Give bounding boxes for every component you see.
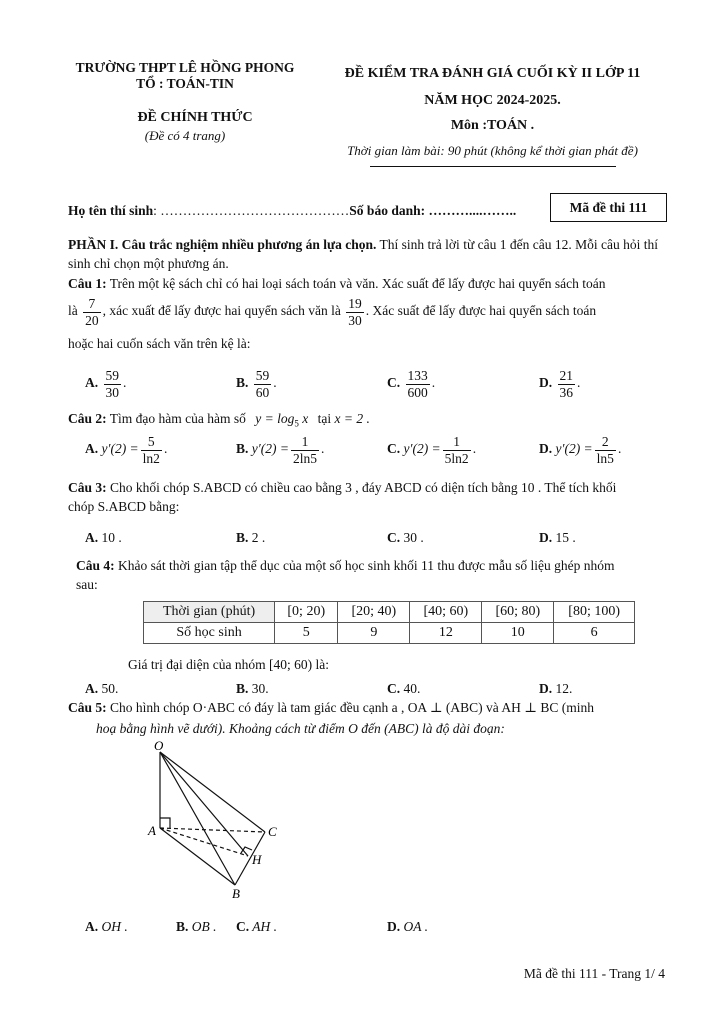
subject: Môn :TOÁN . (450, 118, 535, 133)
q1-fraction-1: $\frac{7}{20}$ (85, 296, 99, 328)
candidate-row (68, 203, 516, 219)
q3-option-c: C. 30 . (387, 530, 424, 545)
part1-desc: Thí sinh trả lời từ câu 1 đến câu 12. Mỗi câu hỏi thí sinh chỉ chọn một phương án. (68, 237, 659, 271)
q4-text: Câu 4: Khảo sát thời gian tập thể dục của một số học sinh khối 11 thu được mẫu số liệu ghép nhóm sau: (76, 558, 615, 592)
q1-text2a: là (68, 303, 78, 319)
q4-question: Giá trị đại diện của nhóm [40; 60) là: (128, 657, 329, 672)
q5-option-a: A. OH . (85, 919, 128, 934)
exam-title: ĐỀ KIỂM TRA ĐÁNH GIÁ CUỐI KỲ II LỚP 11 (344, 66, 641, 81)
label-b: B (232, 886, 240, 900)
part1-heading (68, 235, 658, 273)
q4-option-b: B. 30. (236, 681, 269, 696)
q2-label: Câu 2: (68, 411, 107, 426)
edge-ab (160, 828, 235, 885)
id-label: Số báo danh: ………....…….. (349, 203, 517, 218)
q2-option-d: D. y′(2) = $\frac{2}{\ln 5}$ . (539, 434, 622, 466)
q1-option-a: A. $\frac{59}{30}$ . (85, 368, 127, 400)
q2-line: Câu 2: Tìm đạo hàm của hàm số $y = \log_5 x$ tại x = 2 . (68, 411, 370, 429)
q1-line2 (68, 296, 596, 328)
q1-text3: hoặc hai cuốn sách văn trên kệ là: (68, 336, 251, 351)
q2-option-a: A. y′(2) = $\frac{5}{\ln 2}$ . (85, 434, 168, 466)
label-h: H (252, 852, 262, 867)
label-c: C (268, 824, 277, 839)
school-name: TRƯỜNG THPT LÊ HỒNG PHONG (75, 60, 295, 75)
name-dots: : …………………………………… (153, 203, 350, 218)
exam-code-box: Mã đề thi 111 (550, 193, 667, 222)
q3-option-b: B. 2 . (236, 530, 266, 545)
edge-oh (160, 752, 248, 856)
q4-data-table (143, 601, 635, 644)
right-angle-a (160, 818, 170, 828)
q1-fraction-2: $\frac{19}{30}$ (348, 296, 362, 328)
q1-line1 (68, 276, 605, 292)
label-a: A (148, 823, 156, 838)
exam-time: Thời gian làm bài: 90 phút (không kể thời gian phát đề) (347, 143, 638, 158)
q4-option-c: C. 40. (387, 681, 421, 696)
q3-option-d: D. 15 . (539, 530, 576, 545)
page-footer: Mã đề thi 111 - Trang 1/ 4 (523, 966, 665, 981)
q4-option-a: A. 50. (85, 681, 119, 696)
pages-note: (Đề có 4 trang) (144, 128, 226, 143)
q1-text2b: , xác xuất để lấy được hai quyển sách văn là (102, 303, 341, 319)
part1-title: PHẦN I. Câu trắc nghiệm nhiều phương án lựa chọn. (68, 237, 377, 252)
q1-text2c: . Xác suất để lấy được hai quyển sách toán (365, 303, 597, 319)
q3-option-a: A. 10 . (85, 530, 122, 545)
edge-ob (160, 752, 235, 885)
department: TỔ : TOÁN-TIN (136, 76, 234, 91)
q1-text1: Trên một kệ sách chỉ có hai loại sách toán và văn. Xác suất để lấy được hai quyển sách toán (106, 276, 606, 291)
q2-option-c: C. y′(2) = $\frac{1}{5\ln 2}$ . (387, 434, 477, 466)
edge-ac (160, 828, 265, 832)
school-year: NĂM HỌC 2024-2025. (424, 93, 561, 108)
q4-option-d: D. 12. (539, 681, 573, 696)
q5-label: Câu 5: (68, 700, 107, 715)
edge-oc (160, 752, 265, 832)
edge-ah (160, 828, 248, 856)
table-row: Số học sinh 5 9 12 10 6 (144, 623, 635, 644)
q5-option-b: B. OB . (176, 919, 217, 934)
q1-option-c: C. $\frac{133}{600}$ . (387, 368, 436, 400)
official-label: ĐỀ CHÍNH THỨC (137, 110, 253, 125)
pyramid-figure (140, 740, 300, 900)
name-label: Họ tên thí sinh (68, 203, 154, 218)
q3-label: Câu 3: (68, 480, 107, 495)
q5-option-d: D. OA . (387, 919, 429, 934)
table-row: Thời gian (phút) [0; 20) [20; 40) [40; 60) [60; 80) [80; 100) (144, 602, 635, 623)
q1-label: Câu 1: (68, 276, 107, 291)
q4-label: Câu 4: (76, 558, 115, 573)
q3-text: Câu 3: Cho khối chóp S.ABCD có chiều cao bằng 3 , đáy ABCD có diện tích bằng 10 . Thể tích khối chóp S.ABCD bằng: (68, 480, 617, 514)
header-divider (370, 166, 616, 167)
right-angle-h (241, 847, 252, 853)
q2-option-b: B. y′(2) = $\frac{1}{2\ln 5}$ . (236, 434, 325, 466)
q1-option-b: B. $\frac{59}{60}$ . (236, 368, 277, 400)
q5-text: Câu 5: Cho hình chóp O·ABC có đáy là tam giác đều cạnh a , OA ⊥ (ABC) và AH ⊥ BC (minh hoạ bằng hình vẽ dưới). Khoảng cách từ điểm O đến (ABC) là độ dài đoạn: (68, 700, 594, 736)
q1-option-d: D. $\frac{21}{36}$ . (539, 368, 581, 400)
label-o: O (154, 740, 164, 753)
q5-option-c: C. AH . (236, 919, 278, 934)
